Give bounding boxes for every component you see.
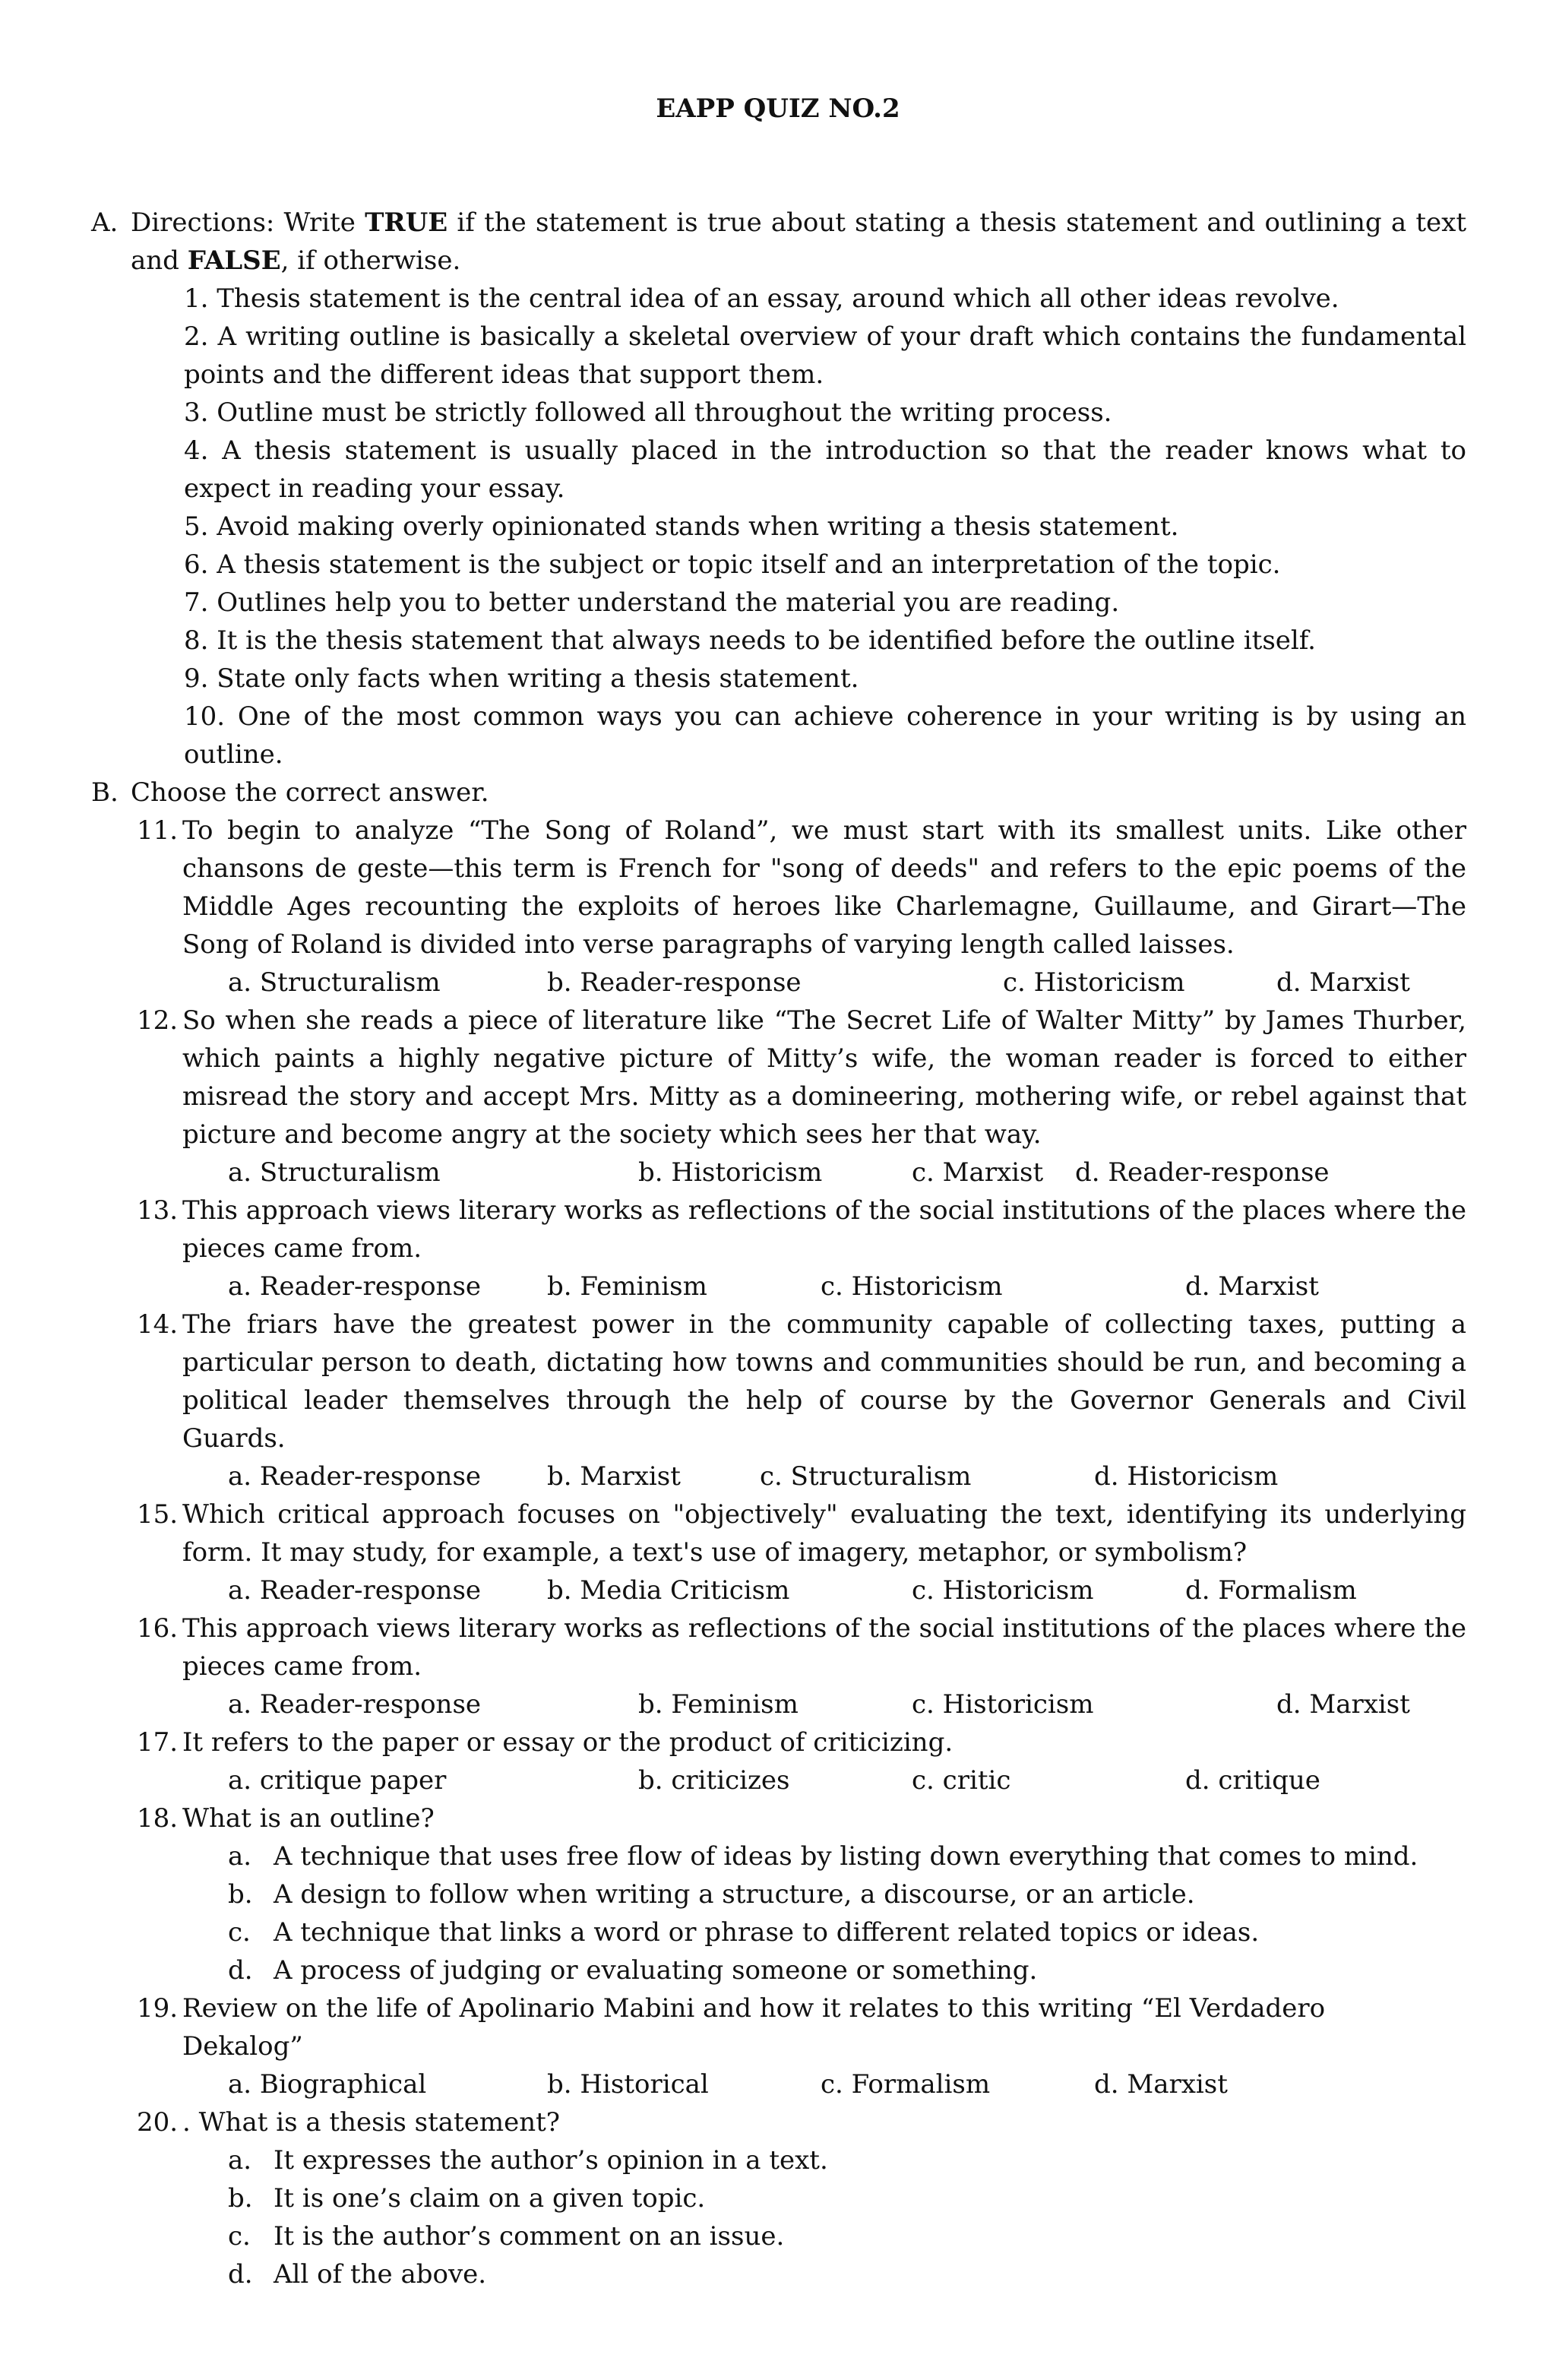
question-text: This approach views literary works as reflections of the social institutions of the places where the pieces came from. — [182, 1613, 1466, 1682]
question-12 — [91, 1002, 1466, 1192]
part-b — [91, 774, 1466, 812]
part-a — [91, 204, 1466, 774]
question-13 — [91, 1192, 1466, 1306]
option-b: b. Historical — [547, 2069, 709, 2100]
question-number: 16. — [137, 1613, 179, 1644]
tf-item: 4. A thesis statement is usually placed in the introduction so that the reader knows what to expect in reading your essay. — [184, 435, 1466, 504]
tf-item: 7. Outlines help you to better understand the material you are reading. — [184, 587, 1120, 618]
question-19 — [91, 1989, 1466, 2103]
part-a-directions — [131, 204, 1466, 280]
option-d: d. Formalism — [1185, 1575, 1357, 1606]
answer-options — [182, 1457, 1466, 1495]
option-d: d. Marxist — [1185, 1271, 1319, 1302]
question-number: 19. — [137, 1993, 179, 2024]
tf-item: 2. A writing outline is basically a skeletal overview of your draft which contains the fundamental points and the different ideas that support them. — [184, 321, 1466, 390]
option-letter: c. — [228, 2221, 251, 2252]
option-c: c. Formalism — [821, 2069, 991, 2100]
question-number: 17. — [137, 1727, 179, 1758]
answer-options — [182, 1154, 1466, 1192]
option-c: c. Marxist — [912, 1157, 1044, 1188]
question-text: It refers to the paper or essay or the product of criticizing. — [182, 1727, 954, 1758]
tf-item: 5. Avoid making overly opinionated stands when writing a thesis statement. — [184, 511, 1179, 542]
option-a: a. Structuralism — [228, 967, 441, 998]
option-c: c. critic — [912, 1765, 1011, 1796]
option-d: d. Marxist — [1276, 1689, 1410, 1720]
option-a: a. Reader-response — [228, 1689, 482, 1720]
dir-true: TRUE — [365, 207, 448, 238]
option-b: b. Reader-response — [547, 967, 802, 998]
answer-options — [182, 1761, 1466, 1799]
option-text: It is the author’s comment on an issue. — [274, 2221, 785, 2252]
option-text: A technique that uses free flow of ideas by listing down everything that comes to mind. — [274, 1841, 1418, 1872]
option-text: A design to follow when writing a structure, a discourse, or an article. — [274, 1879, 1195, 1910]
option-d — [91, 2255, 1466, 2293]
option-text: It is one’s claim on a given topic. — [274, 2183, 706, 2214]
question-number: 15. — [137, 1499, 179, 1530]
option-b: b. Media Criticism — [547, 1575, 790, 1606]
question-number: 14. — [137, 1309, 179, 1340]
option-letter: b. — [228, 2183, 253, 2214]
question-16 — [91, 1609, 1466, 1723]
question-text: What is an outline? — [182, 1803, 435, 1834]
option-letter: d. — [228, 1955, 253, 1986]
option-c: c. Structuralism — [760, 1461, 972, 1492]
option-letter: a. — [228, 1841, 252, 1872]
option-text: A technique that links a word or phrase to different related topics or ideas. — [274, 1917, 1260, 1948]
part-b-letter: B. — [91, 777, 119, 808]
option-b — [91, 1875, 1466, 1913]
tf-item: 10. One of the most common ways you can achieve coherence in your writing is by using an outline. — [184, 701, 1466, 770]
answer-options — [182, 2065, 1466, 2103]
option-b: b. Feminism — [547, 1271, 707, 1302]
option-c: c. Historicism — [1003, 967, 1185, 998]
question-text: Review on the life of Apolinario Mabini and how it relates to this writing “El Verdadero Dekalog” — [182, 1993, 1326, 2062]
part-a-letter: A. — [91, 207, 119, 238]
question-text: Which critical approach focuses on "objectively" evaluating the text, identifying its underlying form. It may study, for example, a text's use of imagery, metaphor, or symbolism? — [182, 1499, 1466, 1568]
option-d: d. Historicism — [1094, 1461, 1279, 1492]
answer-options — [182, 964, 1466, 1002]
option-c: c. Historicism — [912, 1575, 1094, 1606]
option-c: c. Historicism — [821, 1271, 1003, 1302]
option-d — [91, 1951, 1466, 1989]
option-b: b. Marxist — [547, 1461, 681, 1492]
option-a: a. Structuralism — [228, 1157, 441, 1188]
option-d: d. critique — [1185, 1765, 1320, 1796]
tf-item: 3. Outline must be strictly followed all throughout the writing process. — [184, 397, 1112, 428]
answer-options — [182, 1685, 1466, 1723]
dir-post: , if otherwise. — [280, 245, 461, 276]
option-text: It expresses the author’s opinion in a text. — [274, 2145, 828, 2176]
answer-options — [182, 1571, 1466, 1609]
option-text: All of the above. — [274, 2259, 487, 2290]
answer-options — [182, 1268, 1466, 1306]
option-a: a. Reader-response — [228, 1575, 482, 1606]
question-number: 13. — [137, 1195, 179, 1226]
option-d: d. Marxist — [1094, 2069, 1228, 2100]
question-14 — [91, 1306, 1466, 1495]
option-c: c. Historicism — [912, 1689, 1094, 1720]
option-b — [91, 2179, 1466, 2217]
option-c — [91, 2217, 1466, 2255]
option-a: a. Biographical — [228, 2069, 427, 2100]
dir-false: FALSE — [187, 245, 281, 276]
option-b: b. Historicism — [638, 1157, 823, 1188]
option-letter: a. — [228, 2145, 252, 2176]
option-b: b. Feminism — [638, 1689, 799, 1720]
option-c — [91, 1913, 1466, 1951]
question-text: So when she reads a piece of literature like “The Secret Life of Walter Mitty” by James Thurber, which paints a highly negative picture of Mitty’s wife, the woman reader is forced to either misread the story and accept Mrs. Mitty as a domineering, mothering wife, or rebel against that picture and become angry at the society which sees her that way. — [182, 1005, 1466, 1150]
question-number: 20. — [137, 2107, 179, 2138]
option-d: d. Marxist — [1276, 967, 1410, 998]
option-letter: b. — [228, 1879, 253, 1910]
dir-mid: if the statement is true about stating a thesis statement and outlining a text and — [131, 207, 1466, 276]
option-a — [91, 1837, 1466, 1875]
option-d: d. Reader-response — [1075, 1157, 1330, 1188]
option-text: A process of judging or evaluating someone or something. — [274, 1955, 1038, 1986]
question-text: To begin to analyze “The Song of Roland”, we must start with its smallest units. Like other chansons de geste—this term is French for "song of deeds" and refers to the epic poems of the Middle Ages recounting the exploits of heroes like Charlemagne, Guillaume, and Girart—The Song of Roland is divided into verse paragraphs of varying length called laisses. — [182, 815, 1466, 960]
option-a — [91, 2141, 1466, 2179]
question-number: 11. — [137, 815, 179, 846]
question-number: 12. — [137, 1005, 179, 1036]
option-letter: d. — [228, 2259, 253, 2290]
question-11 — [91, 812, 1466, 1002]
quiz-body — [91, 204, 1466, 2293]
question-number: 18. — [137, 1803, 179, 1834]
question-18 — [91, 1799, 1466, 1837]
tf-item: 1. Thesis statement is the central idea of an essay, around which all other ideas revolve. — [184, 283, 1339, 314]
question-text: . What is a thesis statement? — [182, 2107, 560, 2138]
question-text: This approach views literary works as reflections of the social institutions of the places where the pieces came from. — [182, 1195, 1466, 1264]
tf-item: 9. State only facts when writing a thesis statement. — [184, 663, 859, 694]
option-b: b. criticizes — [638, 1765, 790, 1796]
dir-pre: Directions: Write — [131, 207, 365, 238]
question-15 — [91, 1495, 1466, 1609]
option-a: a. critique paper — [228, 1765, 447, 1796]
question-17 — [91, 1723, 1466, 1799]
part-b-heading: Choose the correct answer. — [131, 777, 489, 808]
option-a: a. Reader-response — [228, 1271, 482, 1302]
tf-item: 6. A thesis statement is the subject or topic itself and an interpretation of the topic. — [184, 549, 1281, 580]
option-a: a. Reader-response — [228, 1461, 482, 1492]
option-letter: c. — [228, 1917, 251, 1948]
question-text: The friars have the greatest power in the community capable of collecting taxes, putting a particular person to death, dictating how towns and communities should be run, and becoming a political leader themselves through the help of course by the Governor Generals and Civil Guards. — [182, 1309, 1466, 1454]
question-20 — [91, 2103, 1466, 2141]
quiz-title: EAPP QUIZ NO.2 — [656, 93, 900, 124]
tf-item: 8. It is the thesis statement that always needs to be identified before the outline itself. — [184, 625, 1316, 656]
